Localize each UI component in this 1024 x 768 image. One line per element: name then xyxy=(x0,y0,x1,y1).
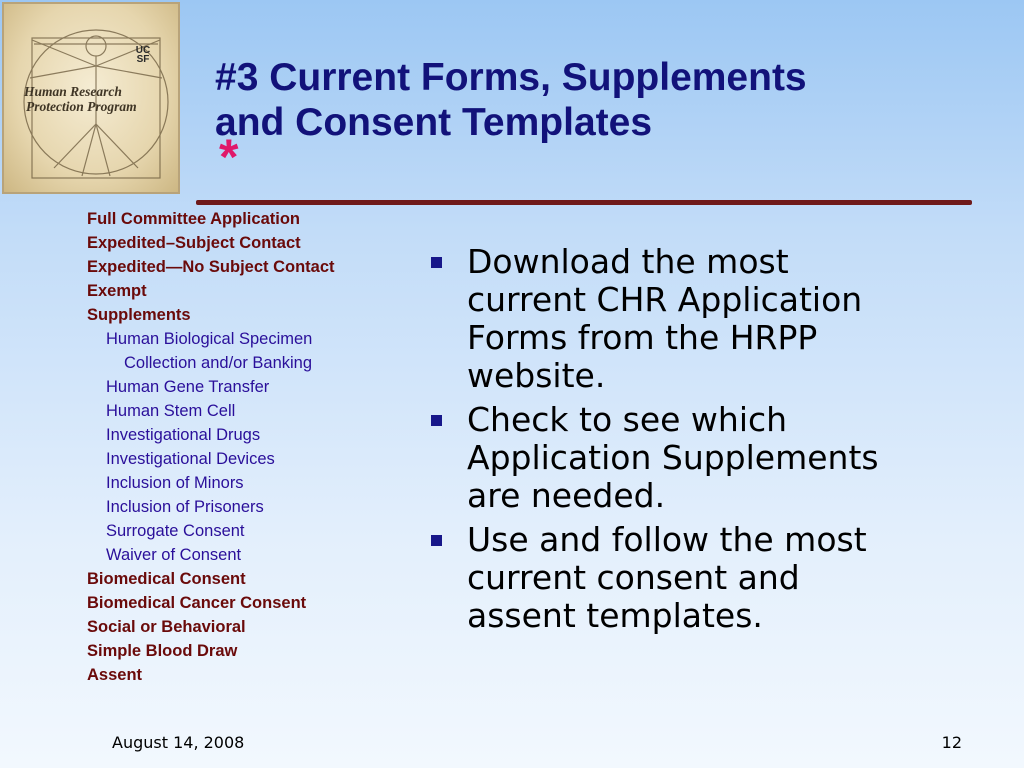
bullet-item xyxy=(425,243,915,395)
form-list-item: Biomedical Cancer Consent xyxy=(87,594,307,612)
form-list-item: Inclusion of Minors xyxy=(106,474,244,492)
logo-line-1: Human Research xyxy=(24,84,122,99)
form-list-item: Expedited—No Subject Contact xyxy=(87,258,335,276)
form-list-item: Waiver of Consent xyxy=(106,546,242,564)
form-list-item: Biomedical Consent xyxy=(87,570,246,588)
bullet-list xyxy=(425,243,915,641)
form-list-item: Human Biological Specimen xyxy=(106,330,313,348)
asterisk-icon: * xyxy=(219,129,239,185)
logo-text xyxy=(24,84,174,114)
form-list-item: Investigational Devices xyxy=(106,450,275,468)
slide-title-line-1: #3 Current Forms, Supplements xyxy=(215,56,807,99)
square-bullet-icon xyxy=(431,535,442,546)
slide-title xyxy=(215,55,1005,194)
form-list-item: Human Gene Transfer xyxy=(106,378,270,396)
slide-title-line-2-text: and Consent Templates xyxy=(215,101,653,144)
page-number: 12 xyxy=(941,733,962,752)
title-divider xyxy=(196,200,972,205)
logo-org-top: UC xyxy=(135,45,151,56)
slide-title-line-2 xyxy=(215,100,1005,194)
logo-line-2: Protection Program xyxy=(26,99,137,114)
form-list-item: Expedited–Subject Contact xyxy=(87,234,301,252)
form-list-item: Human Stem Cell xyxy=(106,402,236,420)
bullet-item xyxy=(425,401,915,515)
bullet-item xyxy=(425,521,915,635)
form-list-item: Simple Blood Draw xyxy=(87,642,238,660)
hrpp-logo xyxy=(2,2,180,194)
form-list-item: Inclusion of Prisoners xyxy=(106,498,264,516)
form-list-item: Full Committee Application xyxy=(87,210,300,228)
logo-org-mark xyxy=(128,46,158,64)
bullet-text: Use and follow the most current consent and assent templates. xyxy=(467,520,867,635)
form-list-item: Surrogate Consent xyxy=(106,522,245,540)
bullet-text: Download the most current CHR Application Forms from the HRPP website. xyxy=(467,242,863,395)
form-list-item: Exempt xyxy=(87,282,147,300)
form-list-item: Social or Behavioral xyxy=(87,618,246,636)
form-list-item: Assent xyxy=(87,666,143,684)
forms-list xyxy=(87,207,335,687)
logo-org-bottom: SF xyxy=(136,54,150,65)
bullet-text: Check to see which Application Supplements are needed. xyxy=(467,400,879,515)
footer-date: August 14, 2008 xyxy=(112,733,245,752)
square-bullet-icon xyxy=(431,415,442,426)
form-list-item: Supplements xyxy=(87,306,191,324)
form-list-item: Collection and/or Banking xyxy=(124,354,313,372)
form-list-item: Investigational Drugs xyxy=(106,426,261,444)
square-bullet-icon xyxy=(431,257,442,268)
